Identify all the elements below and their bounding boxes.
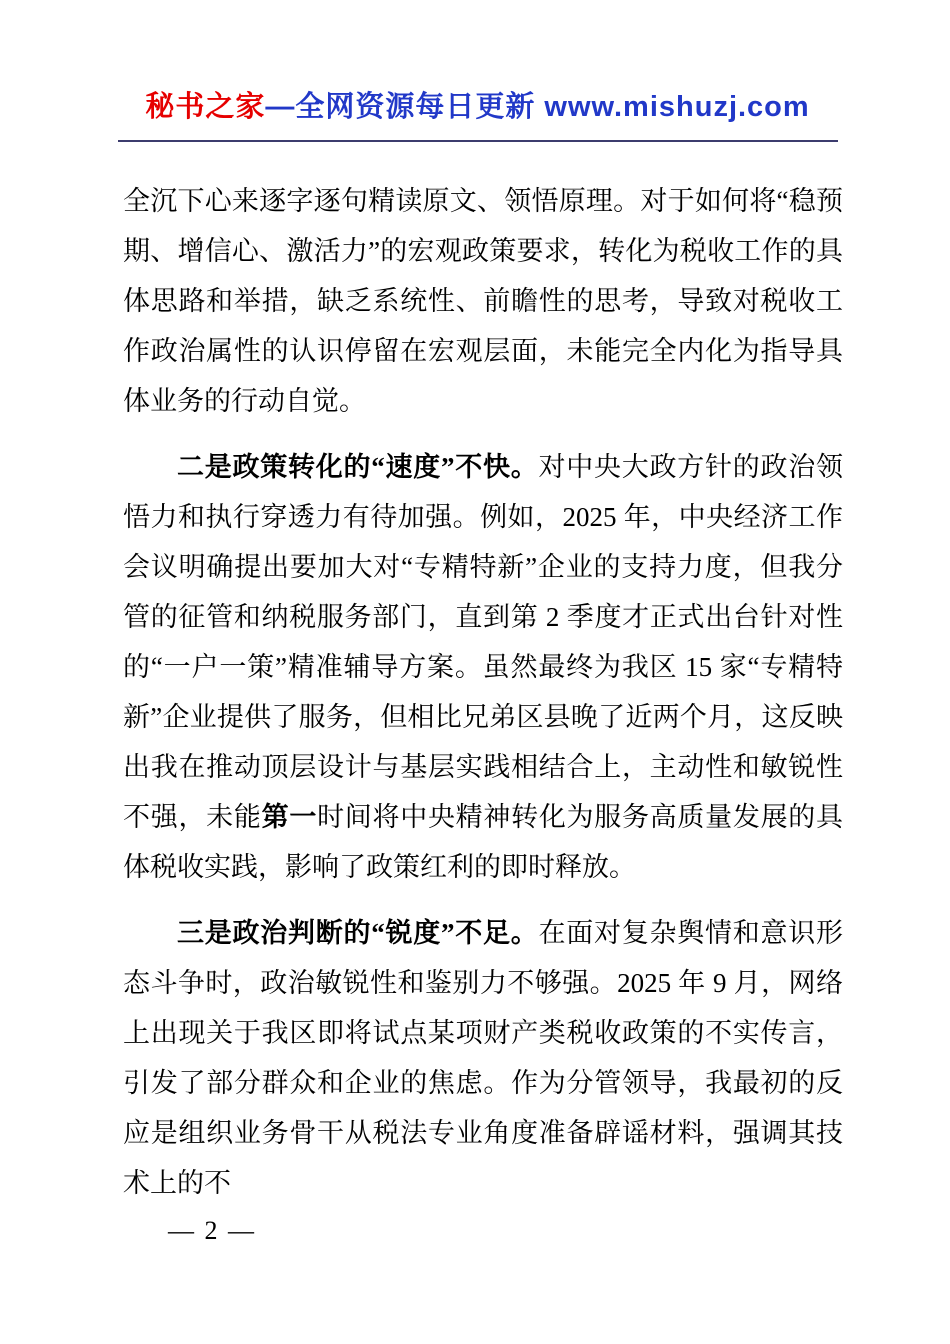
header-divider [118,140,838,142]
paragraph [123,176,843,426]
text-run: 对中央大政方针的政治领悟力和执行穿透力有待加强。例如，2025 年，中央经济工作会议明确提出要加大对“专精特新”企业的支持力度，但我分管的征管和纳税服务部门，直到第 2 季度才正式出台针对性的“一户一策”精准辅导方案。虽然最终为我区 15 家“专精特新”企业提供了服务，但相比兄弟区县晚了近两个月，这反映出我在推动顶层设计与基层实践相结合上，主动性和敏锐性不强，未能 [123,452,843,832]
page-number: — 2 — [168,1216,256,1245]
paragraph [123,442,843,892]
site-brand: 秘书之家 [145,91,266,123]
page-header [115,84,840,125]
text-run: 时间将中央精神转化为服务高质量发展的具体税收实践，影响了政策红利的即时释放。 [123,802,844,882]
document-body [123,176,843,1224]
paragraph [123,908,843,1208]
site-tagline: —全网资源每日更新 www.mishuzj.com [265,91,810,123]
text-run: 在面对复杂舆情和意识形态斗争时，政治敏锐性和鉴别力不够强。2025 年 9 月，网络上出现关于我区即将试点某项财产类税收政策的不实传言，引发了部分群众和企业的焦虑。作为分管领导，我最初的反应是组织业务骨干从税法专业角度准备辟谣材料，强调其技术上的不 [123,918,843,1198]
text-run: 全沉下心来逐字逐句精读原文、领悟原理。对于如何将“稳预期、增信心、激活力”的宏观政策要求，转化为税收工作的具体思路和举措，缺乏系统性、前瞻性的思考，导致对税收工作政治属性的认识停留在宏观层面，未能完全内化为指导具体业务的行动自觉。 [123,186,843,416]
bold-text-run: 二是政策转化的“速度”不快。 [177,452,539,482]
bold-text-run: 第一 [261,802,318,832]
bold-text-run: 三是政治判断的“锐度”不足。 [177,918,539,948]
